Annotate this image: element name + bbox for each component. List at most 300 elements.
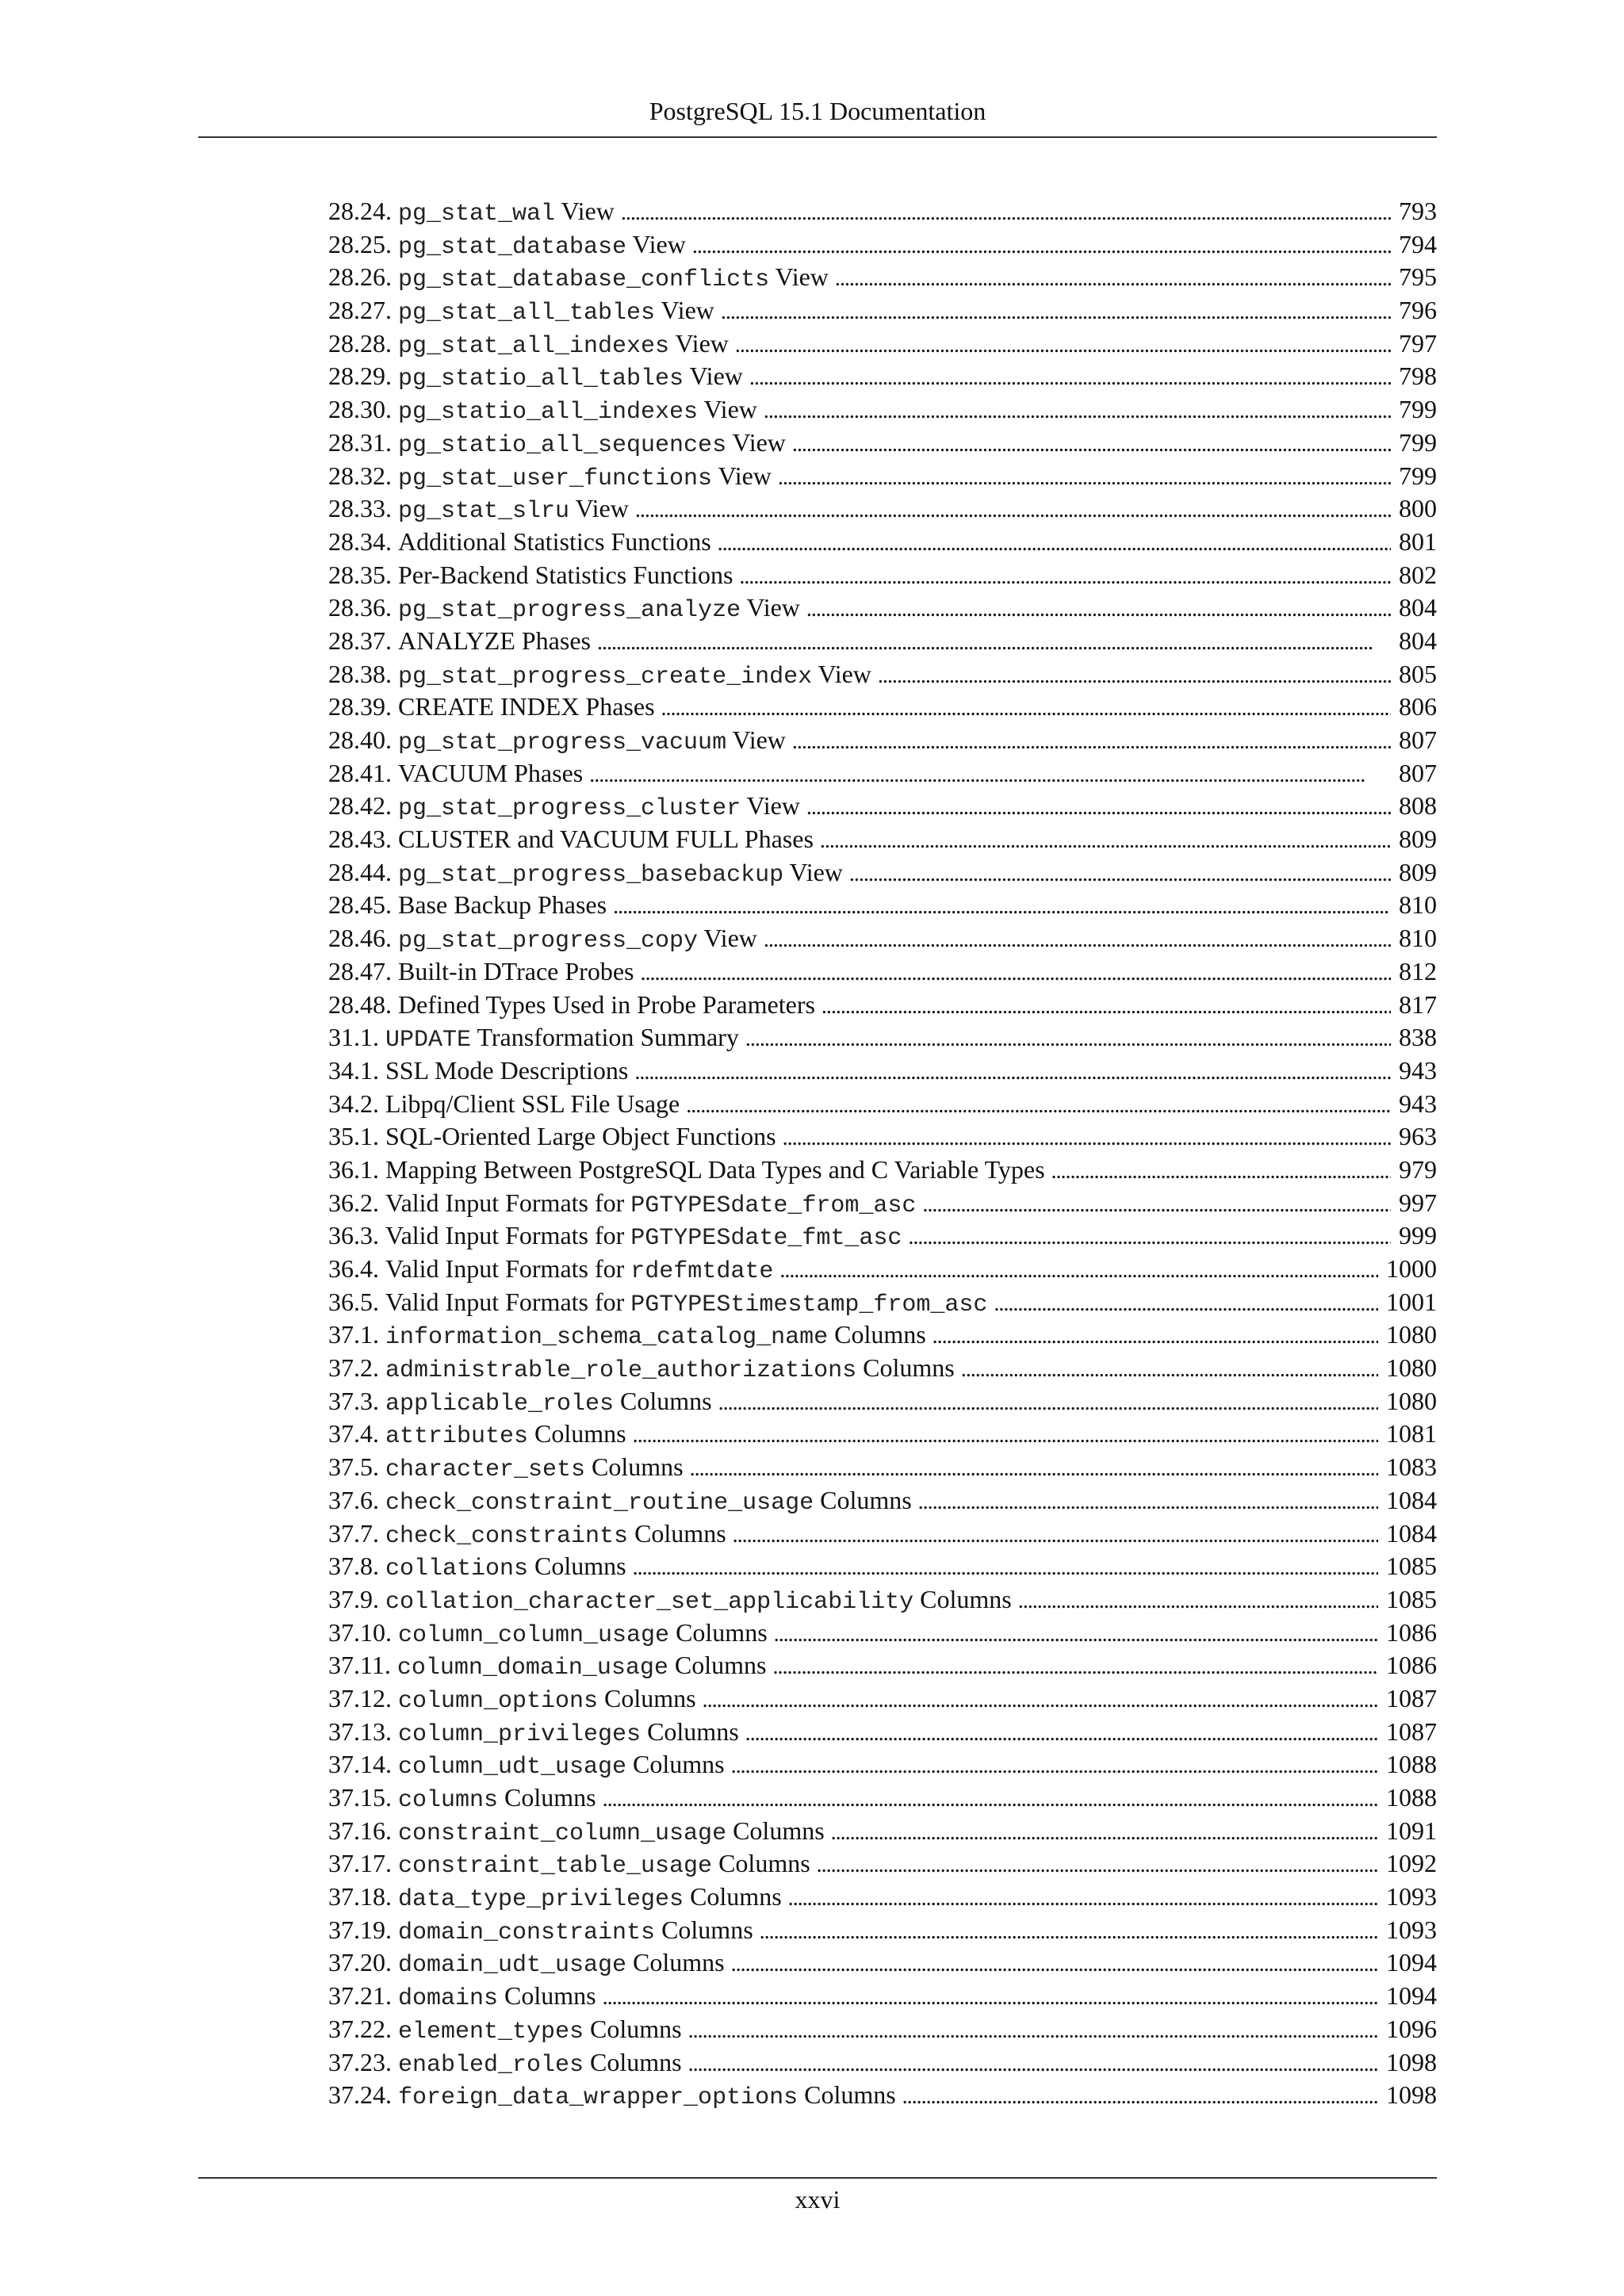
toc-entry[interactable]	[328, 757, 1437, 790]
toc-entry[interactable]	[328, 1716, 1437, 1749]
toc-entry-number: 37.9.	[328, 1584, 379, 1613]
toc-entry-number: 34.2.	[328, 1089, 379, 1118]
toc-entry[interactable]	[328, 1682, 1437, 1716]
toc-entry-title-suffix: View	[741, 791, 800, 821]
toc-entry[interactable]	[328, 856, 1437, 890]
toc-entry-title-suffix: View	[698, 924, 757, 953]
toc-entry-code: foreign_data_wrapper_options	[398, 2084, 799, 2112]
toc-entry-code: pg_stat_user_functions	[398, 465, 713, 492]
toc-entry-number: 28.47.	[328, 956, 392, 985]
toc-entry[interactable]	[328, 195, 1437, 228]
toc-entry-number: 35.1.	[328, 1122, 379, 1151]
toc-entry-title-text: Mapping Between PostgreSQL Data Types and C Variable Types	[385, 1154, 1045, 1184]
toc-entry-page-number: 1086	[1386, 1651, 1437, 1680]
toc-entry-title-suffix: Columns	[712, 1849, 810, 1878]
toc-entry-title	[398, 691, 655, 724]
toc-entry-title-suffix: Transformation Summary	[471, 1023, 739, 1052]
toc-entry-number: 37.11.	[328, 1651, 391, 1680]
toc-entry-title-suffix: Columns	[626, 1948, 725, 1977]
toc-entry-number: 31.1.	[328, 1023, 379, 1052]
toc-entry-page-number: 793	[1399, 197, 1437, 225]
toc-entry-leader-dots	[922, 1187, 1391, 1222]
toc-entry-page-number: 799	[1399, 461, 1437, 490]
toc-entry-title-suffix: Columns	[498, 1783, 596, 1812]
toc-entry[interactable]	[328, 1219, 1437, 1253]
toc-entry-title	[385, 1120, 776, 1154]
toc-entry-leader-dots	[686, 1088, 1391, 1123]
toc-entry-title-suffix: Columns	[498, 1981, 596, 2011]
toc-entry[interactable]	[328, 1088, 1437, 1121]
toc-entry-code: pg_stat_progress_copy	[398, 928, 699, 955]
toc-entry[interactable]	[328, 724, 1437, 757]
toc-entry-leader-dots	[817, 1847, 1378, 1882]
toc-entry[interactable]	[328, 1583, 1437, 1617]
toc-entry-code: pg_statio_all_indexes	[398, 399, 699, 427]
toc-entry-number: 36.5.	[328, 1287, 379, 1316]
toc-entry[interactable]	[328, 889, 1437, 922]
toc-entry-leader-dots	[783, 1120, 1391, 1155]
toc-entry-title-suffix: View	[669, 328, 729, 358]
toc-entry[interactable]	[328, 922, 1437, 955]
toc-entry[interactable]	[328, 1451, 1437, 1484]
toc-entry-page-number: 806	[1399, 692, 1437, 721]
toc-entry-page-number: 997	[1399, 1188, 1437, 1217]
toc-entry-code: PGTYPESdate_from_asc	[630, 1192, 917, 1219]
toc-entry-leader-dots	[688, 2013, 1378, 2048]
toc-entry-title	[398, 757, 583, 790]
toc-entry[interactable]	[328, 460, 1437, 493]
toc-entry-number: 28.33.	[328, 494, 392, 523]
toc-entry-code: pg_stat_database_conflicts	[398, 266, 770, 294]
toc-entry-title	[385, 1583, 1012, 1620]
toc-entry-title	[398, 460, 772, 496]
toc-entry-number: 37.14.	[328, 1750, 392, 1779]
toc-entry-number: 37.8.	[328, 1552, 379, 1581]
toc-entry-title-suffix: View	[812, 659, 871, 688]
toc-entry-leader-dots	[822, 989, 1391, 1024]
toc-entry-title	[398, 1980, 596, 2016]
toc-entry-title	[398, 1781, 596, 1818]
toc-entry[interactable]	[328, 1881, 1437, 1914]
toc-entry-title	[398, 2079, 896, 2115]
toc-entry-code: rdefmtdate	[630, 1258, 774, 1285]
toc-entry-title-suffix: Columns	[914, 1584, 1012, 1613]
toc-entry-code: check_constraints	[385, 1522, 629, 1550]
toc-entry[interactable]	[328, 1550, 1437, 1583]
toc-entry[interactable]	[328, 1484, 1437, 1517]
toc-entry-title	[398, 2046, 682, 2083]
toc-entry-title-text: Additional Statistics Functions	[398, 526, 711, 556]
toc-entry-title-suffix: Columns	[628, 1518, 726, 1548]
toc-entry-number: 37.10.	[328, 1617, 392, 1647]
toc-entry-number: 37.24.	[328, 2080, 392, 2110]
toc-entry-code: pg_stat_progress_create_index	[398, 663, 813, 691]
toc-entry-title-suffix: Columns	[828, 1320, 926, 1349]
toc-entry-code: PGTYPEStimestamp_from_asc	[630, 1291, 988, 1318]
toc-entry-leader-dots	[721, 294, 1391, 329]
toc-entry[interactable]	[328, 427, 1437, 460]
toc-entry-page-number: 1001	[1386, 1287, 1437, 1316]
toc-entry-code: information_schema_catalog_name	[385, 1324, 829, 1352]
toc-entry-number: 37.3.	[328, 1386, 379, 1415]
toc-entry-title	[385, 1550, 626, 1586]
toc-entry-leader-dots	[718, 526, 1391, 561]
toc-entry-title	[398, 856, 843, 893]
toc-entry[interactable]	[328, 1318, 1437, 1352]
toc-entry-page-number: 1084	[1386, 1485, 1437, 1514]
toc-entry-page-number: 802	[1399, 560, 1437, 589]
toc-entry[interactable]	[328, 1980, 1437, 2013]
toc-entry[interactable]	[328, 989, 1437, 1022]
toc-entry-leader-dots	[633, 1418, 1378, 1452]
toc-entry-title-text: CREATE INDEX Phases	[398, 692, 655, 721]
toc-entry-code: pg_stat_progress_cluster	[398, 795, 741, 823]
toc-entry-page-number: 1091	[1386, 1816, 1437, 1845]
toc-entry-code: pg_stat_database	[398, 233, 627, 261]
toc-entry-page-number: 807	[1399, 758, 1437, 787]
toc-entry-page-number: 1085	[1386, 1584, 1437, 1613]
toc-entry[interactable]	[328, 658, 1437, 691]
toc-entry-leader-dots	[760, 1914, 1378, 1949]
toc-entry-number: 37.16.	[328, 1816, 392, 1845]
toc-entry[interactable]	[328, 1054, 1437, 1088]
toc-entry-title-text: ANALYZE Phases	[398, 626, 591, 655]
toc-entry-title	[398, 790, 800, 826]
toc-entry-page-number: 963	[1399, 1122, 1437, 1151]
toc-entry-page-number: 798	[1399, 362, 1437, 391]
toc-entry-leader-dots	[918, 1484, 1378, 1519]
toc-entry[interactable]	[328, 591, 1437, 625]
toc-entry[interactable]	[328, 261, 1437, 294]
toc-entry-page-number: 1000	[1386, 1254, 1437, 1283]
toc-entry-page-number: 796	[1399, 296, 1437, 325]
toc-entry-code: attributes	[385, 1423, 529, 1451]
toc-entry-number: 28.43.	[328, 825, 392, 854]
toc-entry-title-suffix: Columns	[798, 2080, 896, 2110]
toc-entry-title-text: Valid Input Formats for	[385, 1287, 631, 1316]
toc-entry-title-text: Libpq/Client SSL File Usage	[385, 1089, 680, 1118]
toc-entry-title	[398, 360, 743, 396]
toc-entry-leader-dots	[745, 1021, 1391, 1056]
toc-entry-page-number: 1084	[1386, 1518, 1437, 1548]
toc-entry-code: pg_stat_all_indexes	[398, 332, 670, 360]
toc-entry[interactable]	[328, 228, 1437, 262]
toc-entry-title	[398, 625, 591, 658]
toc-entry-leader-dots	[690, 1451, 1378, 1486]
toc-entry-title-text: Defined Types Used in Probe Parameters	[398, 989, 815, 1019]
toc-entry-title-suffix: View	[726, 427, 786, 457]
toc-entry-code: column_privileges	[398, 1720, 642, 1748]
toc-entry-leader-dots	[806, 790, 1391, 825]
toc-entry-code: pg_stat_slru	[398, 498, 570, 526]
toc-entry[interactable]	[328, 1946, 1437, 1980]
toc-entry-number: 37.23.	[328, 2047, 392, 2076]
toc-entry-title-suffix: Columns	[668, 1651, 767, 1680]
toc-entry-page-number: 1081	[1386, 1419, 1437, 1448]
toc-entry-number: 28.40.	[328, 725, 392, 754]
toc-entry[interactable]	[328, 1781, 1437, 1815]
toc-entry[interactable]	[328, 1649, 1437, 1682]
toc-entry-title	[398, 889, 607, 922]
table-of-contents-list	[328, 195, 1437, 2112]
toc-entry-title	[398, 1716, 739, 1752]
toc-entry-page-number: 1088	[1386, 1783, 1437, 1812]
toc-entry-leader-dots	[692, 228, 1391, 263]
toc-entry[interactable]	[328, 1914, 1437, 1947]
toc-entry-code: column_domain_usage	[396, 1655, 668, 1682]
toc-entry-code: collations	[385, 1556, 529, 1583]
toc-entry-code: PGTYPESdate_fmt_asc	[630, 1225, 902, 1253]
toc-entry-code: pg_statio_all_sequences	[398, 431, 727, 459]
toc-entry-number: 36.2.	[328, 1188, 379, 1217]
toc-entry-number: 28.24.	[328, 197, 392, 225]
toc-entry-number: 28.29.	[328, 362, 392, 391]
toc-entry[interactable]	[328, 2079, 1437, 2112]
toc-entry-number: 28.41.	[328, 758, 392, 787]
toc-entry-title	[398, 989, 815, 1022]
toc-entry-title-text: Valid Input Formats for	[385, 1188, 631, 1217]
toc-entry-code: column_column_usage	[398, 1621, 670, 1649]
toc-entry-number: 28.44.	[328, 857, 392, 886]
toc-entry-title-suffix: Columns	[856, 1353, 955, 1383]
toc-entry[interactable]	[328, 294, 1437, 327]
toc-entry-page-number: 809	[1399, 857, 1437, 886]
toc-entry[interactable]	[328, 1352, 1437, 1385]
toc-entry-title-text: Valid Input Formats for	[385, 1254, 631, 1283]
toc-entry-leader-dots	[745, 1716, 1378, 1751]
toc-entry-title-suffix: View	[769, 262, 829, 292]
toc-entry-title-suffix: View	[783, 857, 843, 886]
toc-entry-leader-dots	[764, 393, 1391, 428]
toc-entry[interactable]	[328, 2046, 1437, 2080]
toc-entry-page-number: 810	[1399, 890, 1437, 920]
toc-entry-title	[398, 195, 615, 232]
toc-entry[interactable]	[328, 955, 1437, 989]
toc-entry-leader-dots	[735, 327, 1391, 362]
toc-entry-title	[385, 1517, 726, 1554]
toc-entry-leader-dots	[1051, 1154, 1391, 1188]
toc-entry-number: 28.35.	[328, 560, 392, 589]
toc-entry-code: pg_stat_wal	[398, 201, 556, 228]
toc-entry-number: 36.1.	[328, 1154, 379, 1184]
toc-entry[interactable]	[328, 1385, 1437, 1418]
toc-entry-title	[385, 1219, 902, 1256]
toc-entry-code: pg_stat_progress_basebackup	[398, 861, 784, 889]
toc-entry-title	[398, 228, 686, 265]
toc-entry-title	[385, 1484, 912, 1521]
toc-entry-number: 34.1.	[328, 1055, 379, 1085]
toc-entry-leader-dots	[613, 889, 1391, 924]
toc-entry[interactable]	[328, 1286, 1437, 1319]
toc-entry-leader-dots	[731, 1748, 1378, 1783]
toc-entry[interactable]	[328, 393, 1437, 427]
toc-entry-page-number: 807	[1399, 725, 1437, 754]
toc-entry-leader-dots	[703, 1682, 1378, 1717]
toc-entry[interactable]	[328, 1154, 1437, 1187]
page-header-title: PostgreSQL 15.1 Documentation	[649, 97, 986, 125]
toc-entry-page-number: 1093	[1386, 1882, 1437, 1911]
toc-entry-page-number: 838	[1399, 1023, 1437, 1052]
toc-entry-leader-dots	[688, 2046, 1378, 2081]
toc-entry-page-number: 817	[1399, 989, 1437, 1019]
toc-entry-page-number: 1086	[1386, 1617, 1437, 1647]
toc-entry-title	[398, 261, 829, 297]
toc-entry-leader-dots	[635, 492, 1391, 527]
toc-entry-title-suffix: Columns	[669, 1617, 768, 1647]
toc-entry-number: 37.21.	[328, 1981, 392, 2011]
toc-entry[interactable]	[328, 1815, 1437, 1848]
toc-entry-leader-dots	[994, 1286, 1378, 1321]
toc-entry-title	[385, 1385, 712, 1422]
toc-entry-page-number: 812	[1399, 956, 1437, 985]
toc-entry-leader-dots	[733, 1517, 1378, 1552]
toc-entry-leader-dots	[806, 591, 1391, 626]
toc-entry-title	[398, 1617, 768, 1653]
header-rule	[198, 136, 1437, 138]
toc-entry-leader-dots	[961, 1352, 1378, 1387]
toc-entry[interactable]	[328, 790, 1437, 823]
toc-entry-title	[398, 724, 786, 760]
toc-entry-title-text: SSL Mode Descriptions	[385, 1055, 629, 1085]
toc-entry-title-suffix: View	[698, 395, 757, 424]
toc-entry-page-number: 1088	[1386, 1750, 1437, 1779]
toc-entry-leader-dots	[878, 658, 1391, 693]
toc-entry-page-number: 1083	[1386, 1452, 1437, 1482]
toc-entry[interactable]	[328, 1187, 1437, 1220]
toc-entry-title-suffix: View	[684, 362, 743, 391]
toc-entry-page-number: 809	[1399, 825, 1437, 854]
toc-entry-number: 28.30.	[328, 395, 392, 424]
toc-entry-number: 28.37.	[328, 626, 392, 655]
toc-entry-number: 37.5.	[328, 1452, 379, 1482]
toc-entry-leader-dots	[778, 460, 1391, 495]
toc-entry-leader-dots	[831, 1815, 1378, 1850]
toc-entry-leader-dots	[661, 691, 1391, 725]
toc-entry[interactable]	[328, 360, 1437, 393]
toc-entry-title	[398, 327, 729, 364]
toc-entry-leader-dots	[792, 427, 1391, 461]
toc-entry-number: 28.46.	[328, 924, 392, 953]
toc-entry-title-suffix: Columns	[528, 1419, 626, 1448]
toc-entry-page-number: 797	[1399, 328, 1437, 358]
toc-entry-leader-dots	[621, 195, 1391, 230]
toc-entry-number: 28.42.	[328, 791, 392, 821]
toc-entry[interactable]	[328, 1748, 1437, 1781]
toc-entry[interactable]	[328, 1021, 1437, 1054]
toc-entry-title	[385, 1088, 680, 1121]
toc-entry-page-number: 979	[1399, 1154, 1437, 1184]
page-footer-number: xxvi	[795, 2185, 841, 2214]
toc-entry-leader-dots	[634, 1054, 1391, 1089]
toc-entry[interactable]	[328, 526, 1437, 559]
toc-entry[interactable]	[328, 1517, 1437, 1551]
toc-entry[interactable]	[328, 559, 1437, 592]
toc-entry-title-suffix: Columns	[598, 1683, 696, 1712]
toc-entry-code: element_types	[398, 2018, 584, 2045]
toc-entry-page-number: 810	[1399, 924, 1437, 953]
toc-entry-leader-dots	[792, 724, 1391, 759]
toc-entry-title	[398, 526, 711, 559]
toc-entry-number: 37.6.	[328, 1485, 379, 1514]
toc-entry-title-text: CLUSTER and VACUUM FULL Phases	[398, 825, 814, 854]
toc-entry-title	[385, 1286, 987, 1322]
toc-entry-code: pg_stat_progress_vacuum	[398, 729, 727, 756]
toc-entry-page-number: 800	[1399, 494, 1437, 523]
toc-entry-code: enabled_roles	[398, 2051, 584, 2079]
toc-entry-page-number: 1080	[1386, 1320, 1437, 1349]
toc-entry-leader-dots	[772, 1649, 1378, 1684]
toc-entry-title-suffix: Columns	[641, 1716, 739, 1746]
toc-entry-page-number: 805	[1399, 659, 1437, 688]
toc-entry[interactable]	[328, 1617, 1437, 1650]
toc-entry-title	[398, 427, 786, 463]
toc-entry-page-number: 799	[1399, 395, 1437, 424]
toc-entry-title-text: Built-in DTrace Probes	[398, 956, 634, 985]
toc-entry-page-number: 1098	[1386, 2080, 1437, 2110]
toc-entry[interactable]	[328, 327, 1437, 361]
toc-entry-code: administrable_role_authorizations	[385, 1357, 857, 1385]
toc-entry[interactable]	[328, 492, 1437, 526]
toc-entry-number: 37.7.	[328, 1518, 379, 1548]
toc-entry-title-suffix: Columns	[655, 1915, 753, 1944]
toc-entry-leader-dots	[603, 1980, 1378, 2015]
toc-entry-page-number: 1093	[1386, 1915, 1437, 1944]
toc-entry-title	[398, 955, 634, 989]
toc-entry-number: 28.27.	[328, 296, 392, 325]
toc-entry-leader-dots	[633, 1550, 1378, 1585]
toc-entry-leader-dots	[749, 360, 1391, 395]
toc-entry-number: 37.4.	[328, 1419, 379, 1448]
toc-entry-code: domains	[398, 1985, 499, 2013]
toc-entry[interactable]	[328, 823, 1437, 856]
toc-entry-number: 36.4.	[328, 1254, 379, 1283]
toc-entry-leader-dots	[788, 1881, 1378, 1915]
toc-entry[interactable]	[328, 1253, 1437, 1286]
toc-entry-title	[398, 393, 757, 430]
toc-entry-number: 37.18.	[328, 1882, 392, 1911]
toc-entry-page-number: 804	[1399, 626, 1437, 655]
toc-entry[interactable]	[328, 691, 1437, 724]
toc-entry-leader-dots	[774, 1617, 1378, 1651]
toc-entry-page-number: 804	[1399, 593, 1437, 622]
toc-entry[interactable]	[328, 1418, 1437, 1451]
toc-entry[interactable]	[328, 1847, 1437, 1881]
toc-entry-number: 28.26.	[328, 262, 392, 292]
toc-entry-code: columns	[398, 1787, 499, 1814]
toc-entry-title	[398, 2013, 682, 2049]
toc-entry-leader-dots	[739, 559, 1391, 594]
toc-entry-leader-dots	[835, 261, 1391, 296]
toc-entry[interactable]	[328, 625, 1437, 658]
toc-entry-title	[398, 1881, 782, 1917]
toc-entry-number: 28.28.	[328, 328, 392, 358]
toc-entry-page-number: 943	[1399, 1055, 1437, 1085]
toc-entry-number: 28.38.	[328, 659, 392, 688]
toc-entry[interactable]	[328, 2013, 1437, 2046]
toc-entry-page-number: 795	[1399, 262, 1437, 292]
toc-entry[interactable]	[328, 1120, 1437, 1154]
toc-entry-page-number: 1094	[1386, 1948, 1437, 1977]
toc-entry-title	[385, 1253, 773, 1289]
toc-entry-page-number: 1092	[1386, 1849, 1437, 1878]
toc-entry-page-number: 999	[1399, 1221, 1437, 1250]
toc-entry-number: 37.17.	[328, 1849, 392, 1878]
toc-entry-title-text: Per-Backend Statistics Functions	[398, 560, 733, 589]
toc-entry-title-suffix: Columns	[584, 2047, 682, 2076]
toc-entry-title-suffix: Columns	[584, 2014, 682, 2043]
toc-entry-number: 37.13.	[328, 1716, 392, 1746]
toc-entry-title	[398, 591, 800, 628]
